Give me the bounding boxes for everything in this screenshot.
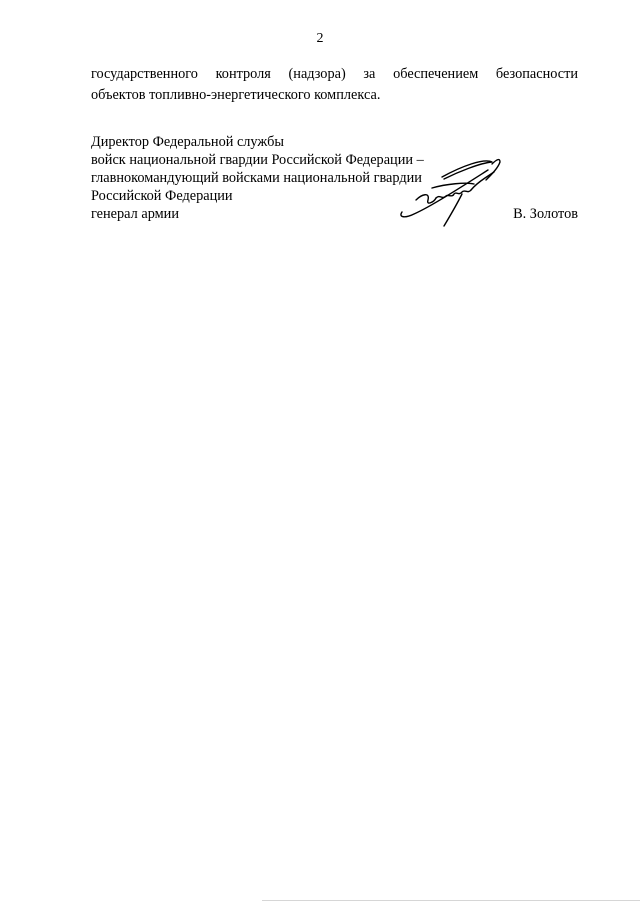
signatory-title-line: войск национальной гвардии Российской Федерации – bbox=[91, 152, 424, 168]
paragraph-line: государственного контроля (надзора) за обеспечением безопасности bbox=[91, 66, 578, 82]
page-number: 2 bbox=[316, 31, 324, 46]
handwritten-signature bbox=[396, 154, 506, 234]
signatory-title-line: Российской Федерации bbox=[91, 188, 233, 204]
signatory-title-line: Директор Федеральной службы bbox=[91, 134, 284, 150]
signer-name: В. Золотов bbox=[513, 206, 578, 222]
paragraph-line: объектов топливно-энергетического комплекса. bbox=[91, 87, 381, 103]
signatory-title-line: главнокомандующий войсками национальной гвардии bbox=[91, 170, 422, 186]
body-paragraph bbox=[91, 64, 578, 106]
signatory-title-block bbox=[91, 133, 424, 223]
scan-edge-line bbox=[262, 900, 640, 901]
signatory-title-line: генерал армии bbox=[91, 206, 179, 222]
